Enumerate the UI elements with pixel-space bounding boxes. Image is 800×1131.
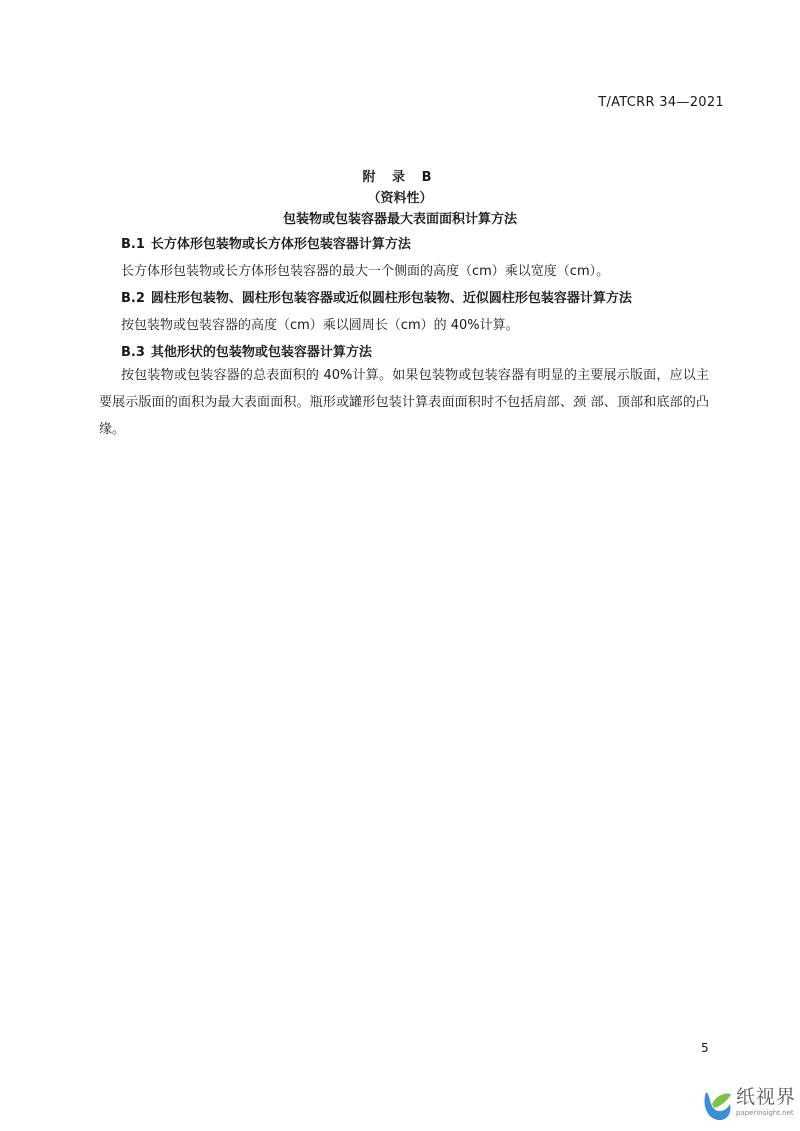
section-heading-b2	[121, 287, 632, 306]
section-number: B.3	[121, 345, 145, 360]
section-body-b1: 长方体形包装物或长方体形包装容器的最大一个侧面的高度（cm）乘以宽度（cm）。	[121, 264, 610, 279]
section-number: B.1	[121, 237, 145, 252]
annex-type: （资料性）	[367, 191, 433, 206]
section-heading-b3	[121, 341, 372, 360]
section-title: 长方体形包装物或长方体形包装容器计算方法	[150, 237, 411, 252]
page-number: 5	[701, 1041, 709, 1055]
section-body-b2: 按包装物或包装容器的高度（cm）乘以圆周长（cm）的 40%计算。	[121, 318, 519, 333]
document-code: T/ATCRR 34—2021	[598, 95, 724, 110]
section-body-b3: 按包装物或包装容器的总表面积的 40%计算。如果包装物或包装容器有明显的主要展示版面，应以主要展示版面的面积为最大表面面积。瓶形或罐形包装计算表面面积时不包括肩部、颈 部、顶部和底部的凸缘。	[99, 368, 709, 437]
section-number: B.2	[121, 291, 145, 306]
watermark-text: 纸视界	[736, 1086, 797, 1108]
section-title: 圆柱形包装物、圆柱形包装容器或近似圆柱形包装物、近似圆柱形包装容器计算方法	[150, 291, 632, 306]
paper-leaf-logo-icon	[700, 1084, 734, 1124]
section-title: 其他形状的包装物或包装容器计算方法	[150, 345, 372, 360]
annex-title: 包装物或包装容器最大表面面积计算方法	[282, 212, 517, 227]
watermark-url: paperinsight.net	[736, 1109, 794, 1117]
watermark	[700, 1082, 800, 1127]
annex-label: 附 录 B	[362, 170, 438, 185]
section-heading-b1	[121, 233, 411, 252]
